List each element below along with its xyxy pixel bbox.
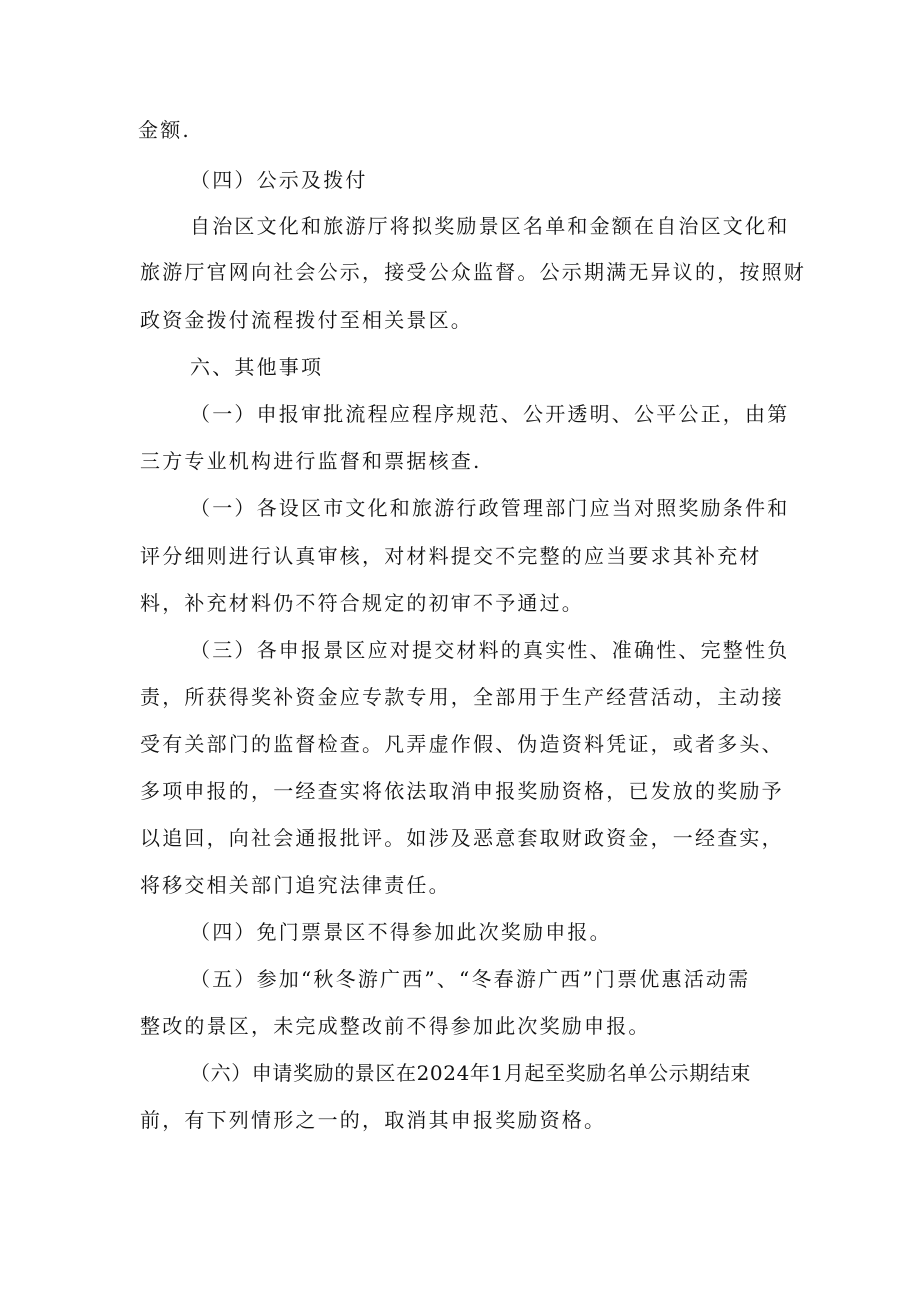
text-line: 以追回，向社会通报批评。如涉及恶意套取财政资金，一经查实， (140, 826, 784, 850)
text-line: （一）申报审批流程应程序规范、公开透明、公平公正，由第 (190, 402, 790, 426)
text-line: （五）参加“秋冬游广西”、“冬春游广西”门票优惠活动需 (190, 967, 751, 991)
text-line: （四）免门票景区不得参加此次奖励申报。 (190, 920, 612, 944)
text-line: 评分细则进行认真审核，对材料提交不完整的应当要求其补充材 (140, 544, 762, 568)
section-heading: （四）公示及拨付 (190, 168, 368, 192)
text-line: 料，补充材料仍不符合规定的初审不予通过。 (140, 591, 584, 615)
text-line: （六）申请奖励的景区在2024年1月起至奖励名单公示期结束 (190, 1061, 752, 1085)
text-line: 将移交相关部门追究法律责任。 (140, 873, 451, 897)
text-line: 责，所获得奖补资金应专款专用，全部用于生产经营活动，主动接 (140, 685, 784, 709)
text-line: 前，有下列情形之一的，取消其申报奖励资格。 (140, 1108, 607, 1132)
text-line: 金额. (138, 118, 191, 142)
text-line: （三）各申报景区应对提交材料的真实性、准确性、完整性负 (190, 638, 790, 662)
text-line: 三方专业机构进行监督和票据核查. (140, 449, 482, 473)
text-line: 多项申报的，一经查实将依法取消申报奖励资格，已发放的奖励予 (140, 779, 784, 803)
text-line: 受有关部门的监督检查。凡弄虚作假、伪造资料凭证，或者多头、 (140, 732, 784, 756)
text-line: 整改的景区，未完成整改前不得参加此次奖励申报。 (140, 1014, 651, 1038)
text-line: 旅游厅官网向社会公示，接受公众监督。公示期满无异议的，按照财 (140, 260, 806, 284)
text-line: 自治区文化和旅游厅将拟奖励景区名单和金额在自治区文化和 (190, 214, 790, 238)
text-line: 政资金拨付流程拨付至相关景区。 (140, 308, 473, 332)
section-heading: 六、其他事项 (190, 355, 324, 379)
text-line: （一）各设区市文化和旅游行政管理部门应当对照奖励条件和 (190, 496, 790, 520)
